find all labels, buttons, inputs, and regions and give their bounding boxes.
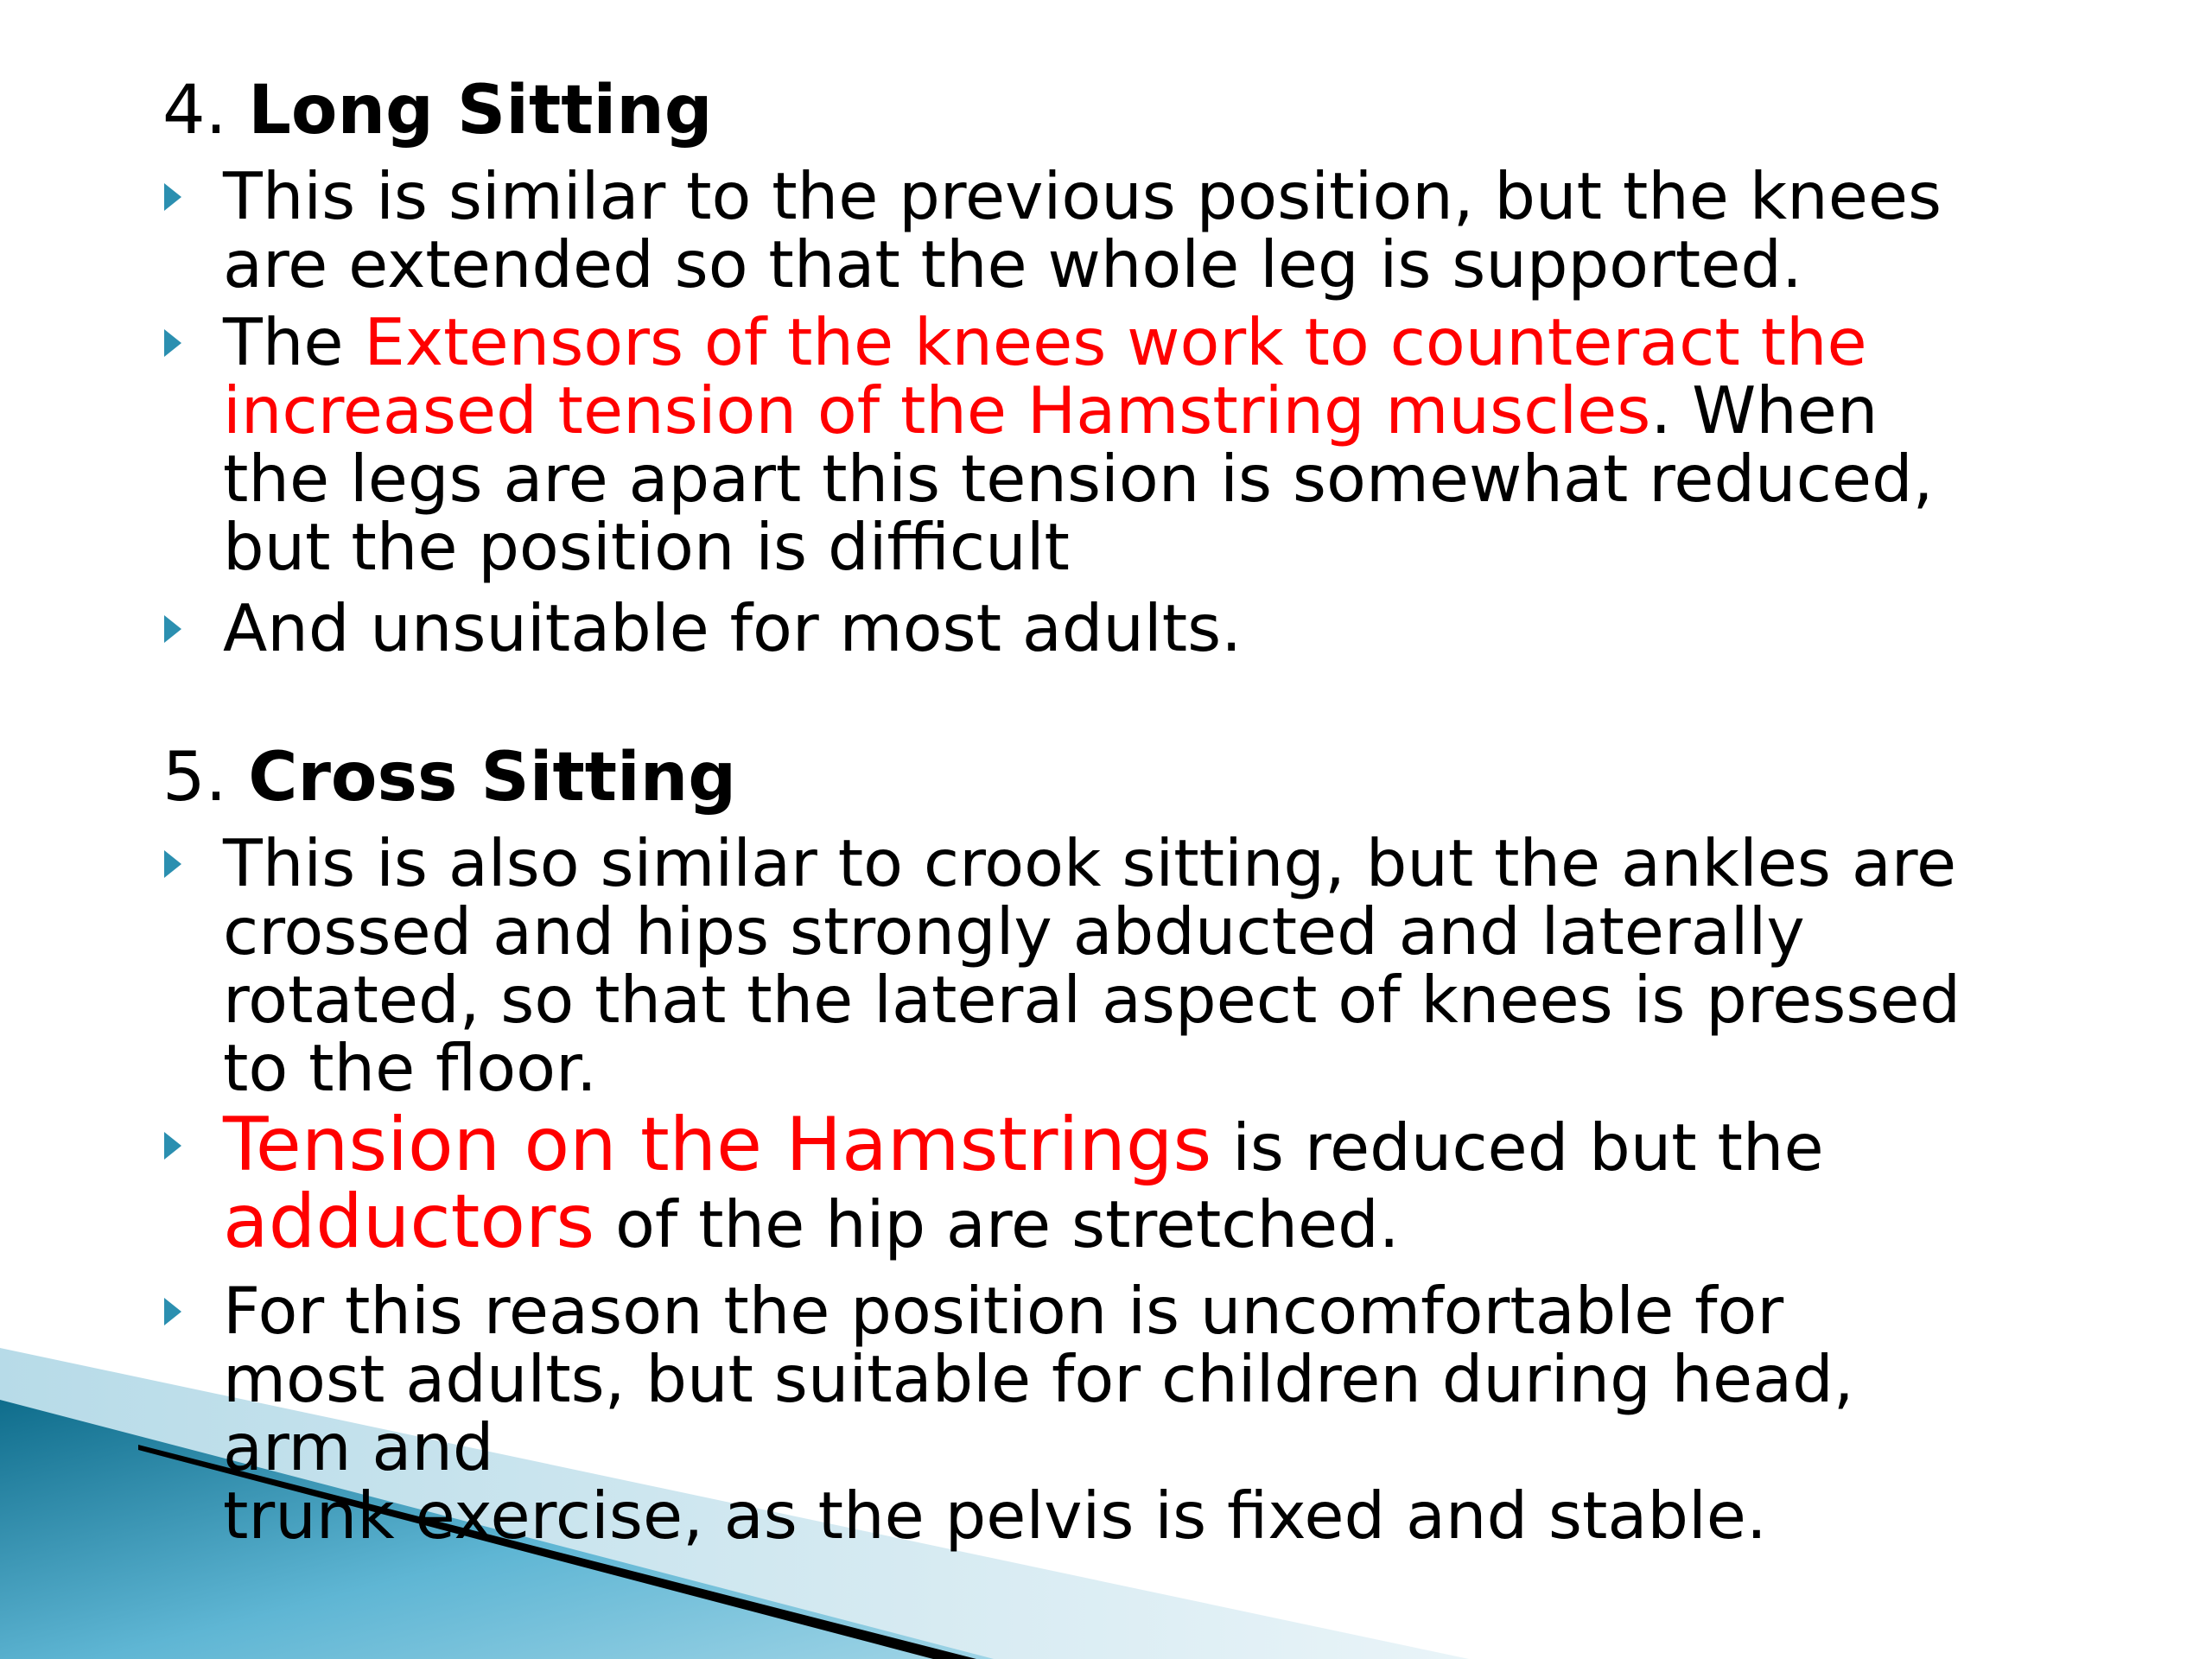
bullet-arrow-icon — [162, 847, 185, 881]
bullet-line — [223, 158, 2133, 234]
text-run: rotated, so that the lateral aspect of knees is pressed — [223, 962, 1961, 1038]
highlighted-text: increased tension of the Hamstring muscles — [223, 372, 1651, 448]
bullet-line — [223, 372, 2133, 448]
bullet-line — [223, 441, 2133, 517]
bullet-line — [223, 1273, 2133, 1349]
bullet-line — [223, 304, 2133, 380]
section-title: Long Sitting — [248, 72, 713, 149]
text-run: but the position is difficult — [223, 509, 1070, 585]
highlighted-text: Extensors of the knees work to counteract the — [364, 304, 1867, 380]
section-title: Cross Sitting — [248, 739, 737, 817]
bullet-line — [223, 1102, 2133, 1188]
bullet-line — [223, 893, 2133, 969]
bullet-text — [223, 1273, 2133, 1554]
bullet-text — [223, 304, 2133, 585]
highlighted-text: Tension on the Hamstrings — [223, 1102, 1212, 1188]
bullet-line — [223, 226, 2133, 302]
section-number: 4. — [162, 72, 227, 149]
bullet-text — [223, 825, 2133, 1106]
bullet-text — [223, 1102, 2133, 1265]
highlighted-text: adductors — [223, 1179, 595, 1265]
text-run: are extended so that the whole leg is supported. — [223, 226, 1802, 302]
text-run: of the hip are stretched. — [594, 1186, 1400, 1262]
text-run: the legs are apart this tension is somewhat reduced, — [223, 441, 1934, 517]
section-heading-cross-sitting — [162, 739, 737, 817]
bullet-line — [223, 509, 2133, 585]
text-run: And unsuitable for most adults. — [223, 590, 1243, 666]
bullet-line — [223, 1409, 2133, 1485]
bullet-arrow-icon — [162, 180, 185, 214]
text-run: most adults, but suitable for children during head, — [223, 1341, 1854, 1417]
section-heading-long-sitting — [162, 72, 713, 149]
text-run: trunk exercise, as the pelvis is fixed and stable. — [223, 1478, 1767, 1554]
text-run: crossed and hips strongly abducted and laterally — [223, 893, 1805, 969]
text-run: arm and — [223, 1409, 494, 1485]
bullet-text — [223, 158, 2133, 302]
text-run: This is also similar to crook sitting, but the ankles are — [223, 825, 1957, 901]
bullet-arrow-icon — [162, 612, 185, 646]
bullet-line — [223, 962, 2133, 1038]
bullet-arrow-icon — [162, 326, 185, 360]
text-run: This is similar to the previous position, but the knees — [223, 158, 1942, 234]
text-run: . When — [1650, 372, 1878, 448]
bullet-line — [223, 1030, 2133, 1106]
bullet-line — [223, 1179, 2133, 1265]
text-run: For this reason the position is uncomfortable for — [223, 1273, 1784, 1349]
section-number: 5. — [162, 739, 227, 817]
text-run: The — [223, 304, 365, 380]
text-run: is reduced but the — [1211, 1109, 1824, 1185]
bullet-line — [223, 590, 2133, 666]
bullet-line — [223, 1341, 2133, 1417]
bullet-line — [223, 1478, 2133, 1554]
text-run: to the floor. — [223, 1030, 597, 1106]
bullet-arrow-icon — [162, 1128, 185, 1163]
bullet-arrow-icon — [162, 1294, 185, 1329]
bullet-line — [223, 825, 2133, 901]
bullet-text — [223, 590, 2133, 666]
